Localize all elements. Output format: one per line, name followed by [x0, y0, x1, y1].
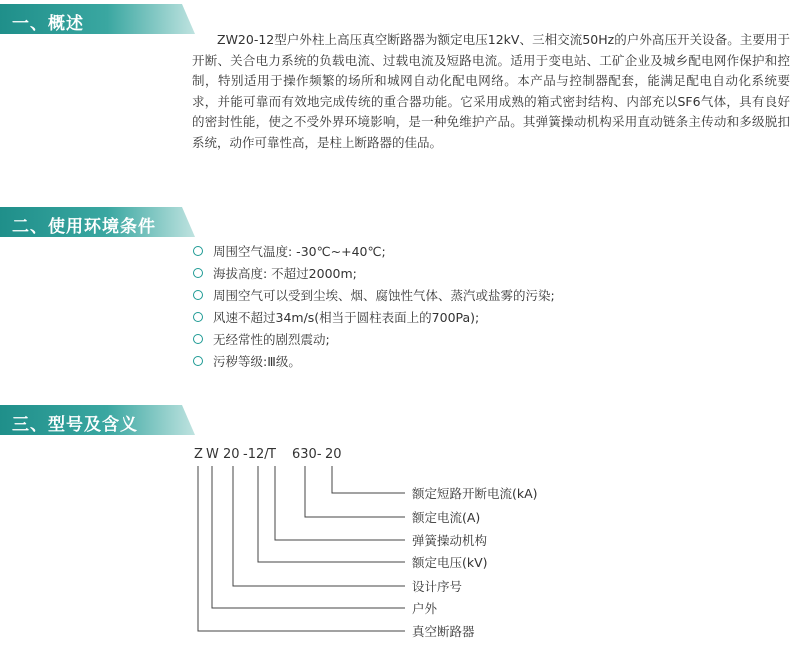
code-part: 20	[325, 447, 342, 462]
section-header-conditions	[0, 207, 195, 237]
circle-bullet-icon	[193, 312, 203, 322]
list-item	[193, 329, 555, 351]
condition-text: 无经常性的剧烈震动;	[213, 332, 330, 347]
condition-text: 污秽等级:Ⅲ级。	[213, 354, 301, 369]
condition-text: 海拔高度: 不超过2000m;	[213, 266, 357, 281]
meaning-label: 额定电压(kV)	[412, 555, 488, 570]
code-part: Z	[194, 447, 203, 462]
connector-line	[332, 466, 405, 493]
condition-text: 周围空气可以受到尘埃、烟、腐蚀性气体、蒸汽或盐雾的污染;	[213, 288, 555, 303]
list-item	[193, 351, 555, 373]
circle-bullet-icon	[193, 268, 203, 278]
connector-line	[198, 466, 405, 631]
circle-bullet-icon	[193, 334, 203, 344]
meaning-label: 额定电流(A)	[412, 510, 481, 525]
code-part: 630-	[292, 447, 322, 462]
list-item	[193, 307, 555, 329]
overview-text: ZW20-12型户外柱上高压真空断路器为额定电压12kV、三相交流50Hz的户外高压开关设备。主要用于开断、关合电力系统的负载电流、过载电流及短路电流。适用于变电站、工矿企业及城乡配电网作保护和控制，特别适用于操作频繁的场所和城网自动化配电网络。本产品与控制器配套，能满足配电自动化系统要求，并能可靠而有效地完成传统的重合器功能。它采用成熟的箱式密封结构、内部充以SF6气体，具有良好的密封性能，使之不受外界环境影响，是一种免维护产品。其弹簧操动机构采用直动链条主传动和多级脱扣系统，动作可靠性高，是柱上断路器的佳品。	[192, 32, 790, 150]
condition-text: 风速不超过34m/s(相当于圆柱表面上的700Pa);	[213, 310, 480, 325]
circle-bullet-icon	[193, 356, 203, 366]
connector-line	[212, 466, 405, 608]
condition-text: 周围空气温度: -30℃~+40℃;	[213, 244, 386, 259]
section-title: 一、概述	[12, 14, 84, 34]
overview-paragraph	[192, 30, 790, 154]
meaning-label: 真空断路器	[412, 624, 475, 639]
connector-line	[305, 466, 405, 517]
code-part: -12/	[243, 447, 269, 462]
list-item	[193, 241, 555, 263]
list-item	[193, 285, 555, 307]
list-item	[193, 263, 555, 285]
code-part: T	[268, 447, 276, 462]
meaning-label: 弹簧操动机构	[412, 533, 488, 548]
model-designation-diagram	[0, 440, 800, 646]
section-header-overview	[0, 4, 195, 34]
conditions-list	[193, 241, 555, 373]
connector-line	[275, 466, 405, 540]
meaning-label: 设计序号	[412, 579, 463, 594]
section-title: 三、型号及含义	[12, 415, 138, 435]
section-header-model	[0, 405, 195, 435]
circle-bullet-icon	[193, 246, 203, 256]
section-title: 二、使用环境条件	[12, 217, 156, 237]
meaning-label: 户外	[412, 601, 438, 616]
connector-lines	[198, 466, 405, 631]
connector-line	[233, 466, 405, 586]
circle-bullet-icon	[193, 290, 203, 300]
code-part: 20	[223, 447, 240, 462]
meaning-label: 额定短路开断电流(kA)	[412, 486, 538, 501]
code-part: W	[206, 447, 219, 462]
